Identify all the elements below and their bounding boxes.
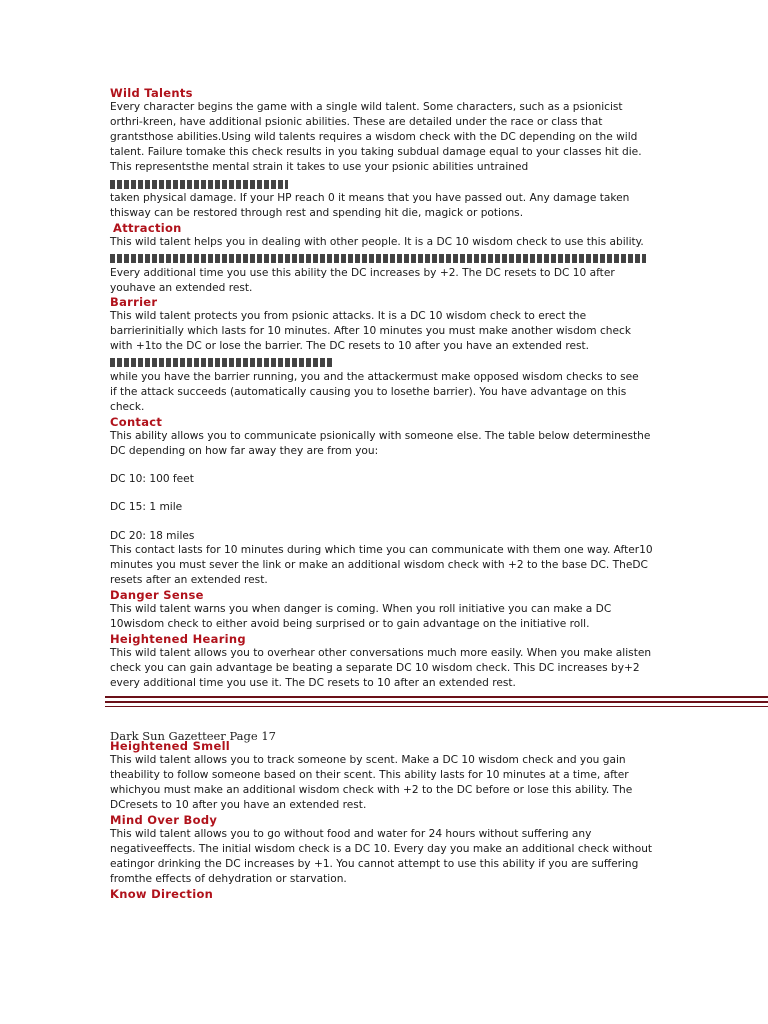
heading-mind-over-body: Mind Over Body xyxy=(110,813,218,827)
body-line: Every character begins the game with a single wild talent. Some characters, such as a psionicist xyxy=(110,101,623,113)
body-line: thisway can be restored through rest and spending hit die, magick or potions. xyxy=(110,207,524,219)
heading-heightened-smell: Heightened Smell xyxy=(110,739,231,753)
heading-danger-sense: Danger Sense xyxy=(110,588,204,602)
body-line: fromthe effects of dehydration or starvation. xyxy=(110,873,347,885)
body-line: This wild talent allows you to go without food and water for 24 hours without suffering any xyxy=(110,828,592,840)
heading-know-direction: Know Direction xyxy=(110,887,214,901)
heading-attraction: Attraction xyxy=(113,221,182,235)
body-line: minutes you must sever the link or make an additional wisdom check with +2 to the base DC. TheDC xyxy=(110,559,648,571)
body-line: if the attack succeeds (automatically causing you to losethe barrier). You have advantage on this xyxy=(110,386,627,398)
body-line: 10wisdom check to either avoid being surprised or to gain advantage on the initiative roll. xyxy=(110,618,590,630)
body-line: This representsthe mental strain it takes to use your psionic abilities untrained xyxy=(110,161,529,173)
body-line: DC depending on how far away they are from you: xyxy=(110,445,379,457)
body-line: while you have the barrier running, you and the attackermust make opposed wisdom checks to see xyxy=(110,371,639,383)
dc-table-row: DC 10: 100 feet xyxy=(110,473,194,485)
body-line: This wild talent helps you in dealing with other people. It is a DC 10 wisdom check to use this ability. xyxy=(110,236,644,248)
body-line: talent. Failure tomake this check results in you taking subdual damage equal to your classes hit die. xyxy=(110,146,642,158)
body-line: This ability allows you to communicate psionically with someone else. The table below determinesthe xyxy=(110,430,651,442)
garbled-text-line xyxy=(110,254,646,263)
heading-heightened-hearing: Heightened Hearing xyxy=(110,632,246,646)
heading-contact: Contact xyxy=(110,415,163,429)
body-line: This wild talent allows you to overhear other conversations much more easily. When you make alisten xyxy=(110,647,652,659)
body-line: check. xyxy=(110,401,145,413)
body-line: check you can gain advantage be beating a separate DC 10 wisdom check. This DC increases by+2 xyxy=(110,662,640,674)
body-line: DCresets to 10 after you have an extended rest. xyxy=(110,799,367,811)
body-line: every additional time you use it. The DC resets to 10 after an extended rest. xyxy=(110,677,516,689)
dc-table-row: DC 20: 18 miles xyxy=(110,530,195,542)
body-line: Every additional time you use this ability the DC increases by +2. The DC resets to DC 10 after xyxy=(110,267,615,279)
page-label: Dark Sun Gazetteer Page 17 xyxy=(110,729,276,743)
body-line: whichyou must make an additional wisdom check with +2 to the DC before or lose this ability. The xyxy=(110,784,633,796)
body-line: with +1to the DC or lose the barrier. The DC resets to 10 after you have an extended rest. xyxy=(110,340,589,352)
body-line: This wild talent allows you to track someone by scent. Make a DC 10 wisdom check and you gain xyxy=(110,754,626,766)
body-line: theability to follow someone based on their scent. This ability lasts for 10 minutes at a time, after xyxy=(110,769,629,781)
body-line: barrierinitially which lasts for 10 minutes. After 10 minutes you must make another wisdom check xyxy=(110,325,631,337)
body-line: taken physical damage. If your HP reach 0 it means that you have passed out. Any damage taken xyxy=(110,192,630,204)
heading-barrier: Barrier xyxy=(110,295,158,309)
body-line: negativeeffects. The initial wisdom check is a DC 10. Every day you make an additional check without xyxy=(110,843,653,855)
page-separator-rule xyxy=(105,701,768,703)
garbled-text-line xyxy=(110,180,288,189)
heading-wild-talents: Wild Talents xyxy=(110,86,193,100)
page-separator-rule xyxy=(105,696,768,698)
body-line: youhave an extended rest. xyxy=(110,282,253,294)
body-line: This wild talent protects you from psionic attacks. It is a DC 10 wisdom check to erect the xyxy=(110,310,587,322)
body-line: eatingor drinking the DC increases by +1. You cannot attempt to use this ability if you are suffering xyxy=(110,858,639,870)
page-separator-rule xyxy=(105,706,768,707)
body-line: This contact lasts for 10 minutes during which time you can communicate with them one way. After10 xyxy=(110,544,653,556)
body-line: This wild talent warns you when danger is coming. When you roll initiative you can make a DC xyxy=(110,603,612,615)
body-line: grantsthose abilities.Using wild talents requires a wisdom check with the DC depending on the wild xyxy=(110,131,638,143)
dc-table-row: DC 15: 1 mile xyxy=(110,501,183,513)
body-line: resets after an extended rest. xyxy=(110,574,268,586)
body-line: orthri-kreen, have additional psionic abilities. These are detailed under the race or class that xyxy=(110,116,603,128)
garbled-text-line xyxy=(110,358,332,367)
